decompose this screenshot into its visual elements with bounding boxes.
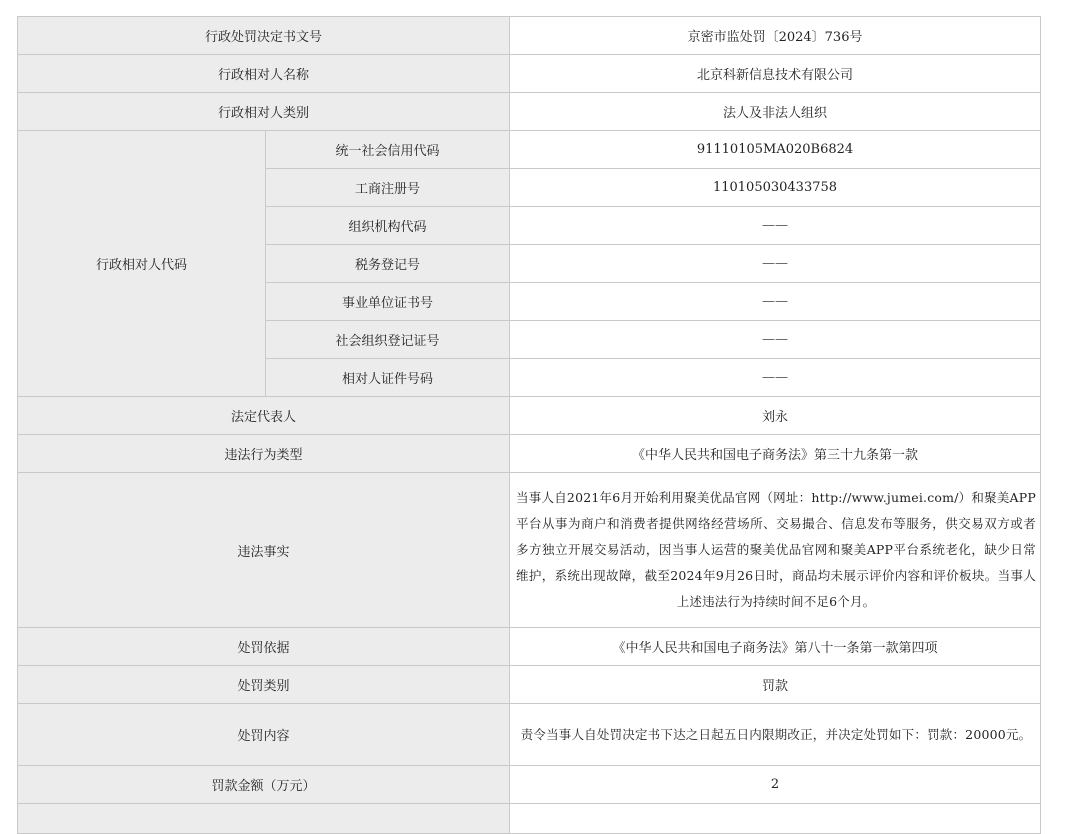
id-number-label: 相对人证件号码 <box>266 359 510 397</box>
fine-amount-value: 2 <box>510 766 1041 804</box>
row-party-name <box>18 55 1041 93</box>
row-violation-facts <box>18 473 1041 628</box>
party-name-label: 行政相对人名称 <box>18 55 510 93</box>
penalty-category-value: 罚款 <box>510 666 1041 704</box>
violation-type-value: 《中华人民共和国电子商务法》第三十九条第一款 <box>510 435 1041 473</box>
institution-cert-value: —— <box>510 283 1041 321</box>
penalty-content-label: 处罚内容 <box>18 704 510 766</box>
party-type-value: 法人及非法人组织 <box>510 93 1041 131</box>
id-number-value: —— <box>510 359 1041 397</box>
party-name-value: 北京科新信息技术有限公司 <box>510 55 1041 93</box>
violation-type-label: 违法行为类型 <box>18 435 510 473</box>
row-legal-rep <box>18 397 1041 435</box>
business-reg-value: 110105030433758 <box>510 169 1041 207</box>
penalty-basis-label: 处罚依据 <box>18 628 510 666</box>
row-next-partial <box>18 804 1041 834</box>
org-code-label: 组织机构代码 <box>266 207 510 245</box>
doc-number-label: 行政处罚决定书文号 <box>18 17 510 55</box>
penalty-content-value: 责令当事人自处罚决定书下达之日起五日内限期改正，并决定处罚如下：罚款：20000元。 <box>510 704 1041 766</box>
social-org-reg-value: —— <box>510 321 1041 359</box>
violation-facts-value: 当事人自2021年6月开始利用聚美优品官网（网址：http://www.jumei.com/）和聚美APP平台从事为商户和消费者提供网络经营场所、交易撮合、信息发布等服务，供交易双方或者多方独立开展交易活动，因当事人运营的聚美优品官网和聚美APP平台系统老化，缺少日常维护，系统出现故障，截至2024年9月26日时，商品均未展示评价内容和评价板块。当事人上述违法行为持续时间不足6个月。 <box>510 473 1041 628</box>
next-row-value-partial <box>510 804 1041 834</box>
tax-reg-value: —— <box>510 245 1041 283</box>
legal-rep-value: 刘永 <box>510 397 1041 435</box>
tax-reg-label: 税务登记号 <box>266 245 510 283</box>
doc-number-value: 京密市监处罚〔2024〕736号 <box>510 17 1041 55</box>
row-violation-type <box>18 435 1041 473</box>
row-credit-code <box>18 131 1041 169</box>
legal-rep-label: 法定代表人 <box>18 397 510 435</box>
violation-facts-label: 违法事实 <box>18 473 510 628</box>
row-penalty-basis <box>18 628 1041 666</box>
next-row-label-partial <box>18 804 510 834</box>
fine-amount-label: 罚款金额（万元） <box>18 766 510 804</box>
credit-code-value: 91110105MA020B6824 <box>510 131 1041 169</box>
party-type-label: 行政相对人类别 <box>18 93 510 131</box>
row-doc-number <box>18 17 1041 55</box>
social-org-reg-label: 社会组织登记证号 <box>266 321 510 359</box>
credit-code-label: 统一社会信用代码 <box>266 131 510 169</box>
party-code-label: 行政相对人代码 <box>18 131 266 397</box>
penalty-basis-value: 《中华人民共和国电子商务法》第八十一条第一款第四项 <box>510 628 1041 666</box>
institution-cert-label: 事业单位证书号 <box>266 283 510 321</box>
row-fine-amount <box>18 766 1041 804</box>
row-penalty-category <box>18 666 1041 704</box>
row-penalty-content <box>18 704 1041 766</box>
row-party-type <box>18 93 1041 131</box>
org-code-value: —— <box>510 207 1041 245</box>
penalty-info-table <box>17 16 1041 834</box>
penalty-category-label: 处罚类别 <box>18 666 510 704</box>
business-reg-label: 工商注册号 <box>266 169 510 207</box>
